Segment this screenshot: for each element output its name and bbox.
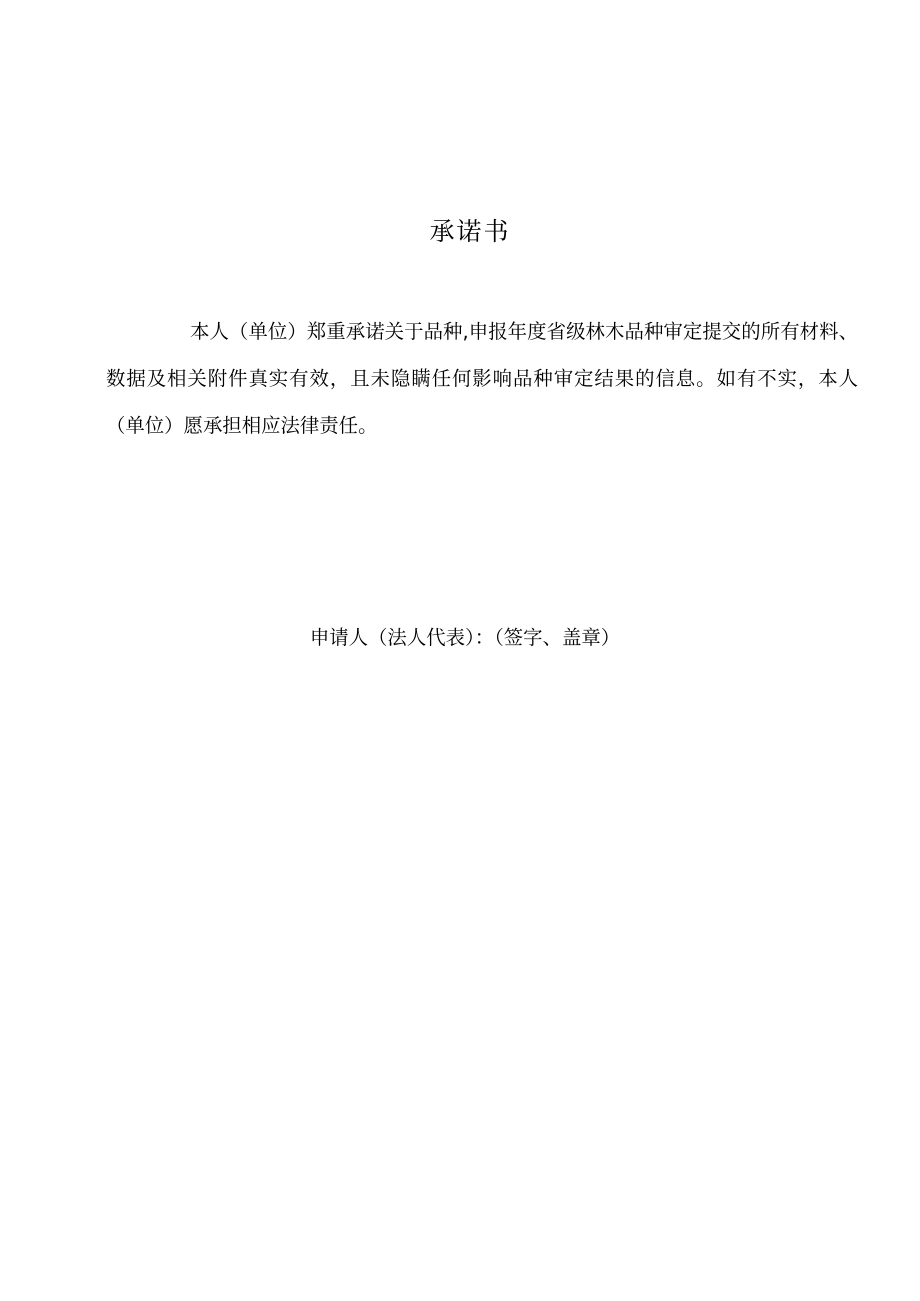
commitment-paragraph: 本人（单位）郑重承诺关于品种,申报年度省级林木品种审定提交的所有材料、数据及相关附件真实有效，且未隐瞒任何影响品种审定结果的信息。如有不实，本人（单位）愿承担相应法律责任。	[106, 320, 858, 437]
document-title: 承诺书	[429, 217, 511, 246]
applicant-signature-line: 申请人（法人代表）：（签字、盖章）	[309, 626, 621, 649]
